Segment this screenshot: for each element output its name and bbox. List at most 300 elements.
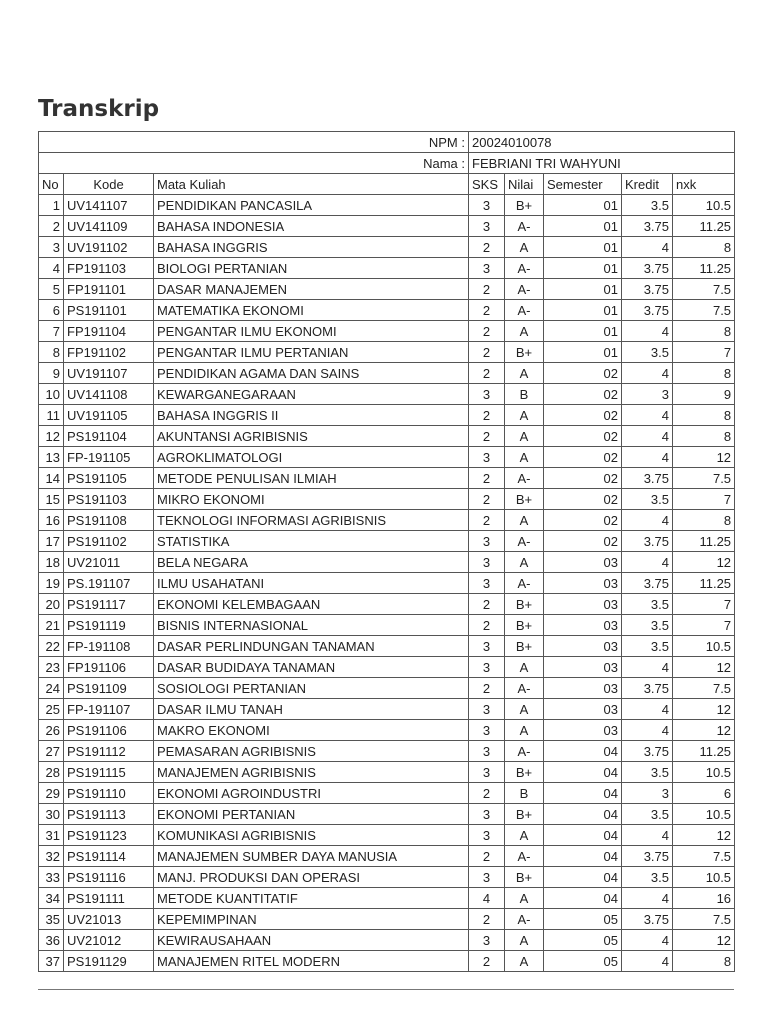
- course-mata-kuliah: PEMASARAN AGRIBISNIS: [154, 741, 469, 762]
- course-semester: 03: [544, 699, 622, 720]
- course-nilai: B+: [505, 867, 544, 888]
- course-kode: PS191129: [64, 951, 154, 972]
- column-header-kode: Kode: [64, 174, 154, 195]
- course-kode: UV141109: [64, 216, 154, 237]
- column-header-sks: SKS: [469, 174, 505, 195]
- course-kredit: 3.75: [622, 573, 673, 594]
- course-kode: PS191103: [64, 489, 154, 510]
- npm-label: NPM :: [39, 132, 469, 153]
- course-kode: UV191105: [64, 405, 154, 426]
- course-kredit: 3.5: [622, 762, 673, 783]
- table-row: [39, 636, 735, 657]
- course-no: 22: [39, 636, 64, 657]
- course-nilai: A-: [505, 909, 544, 930]
- course-kode: FP191106: [64, 657, 154, 678]
- course-semester: 02: [544, 447, 622, 468]
- course-kode: PS191114: [64, 846, 154, 867]
- page-title: Transkrip: [38, 96, 160, 122]
- course-kode: FP-191107: [64, 699, 154, 720]
- course-mata-kuliah: MANAJEMEN AGRIBISNIS: [154, 762, 469, 783]
- table-row: [39, 300, 735, 321]
- course-sks: 2: [469, 510, 505, 531]
- course-kredit: 3.5: [622, 867, 673, 888]
- course-nilai: A: [505, 363, 544, 384]
- course-no: 20: [39, 594, 64, 615]
- course-sks: 3: [469, 447, 505, 468]
- course-mata-kuliah: BISNIS INTERNASIONAL: [154, 615, 469, 636]
- course-nilai: B+: [505, 762, 544, 783]
- course-mata-kuliah: MAKRO EKONOMI: [154, 720, 469, 741]
- course-nilai: A: [505, 951, 544, 972]
- table-row: [39, 426, 735, 447]
- course-semester: 01: [544, 342, 622, 363]
- course-kredit: 4: [622, 930, 673, 951]
- course-kode: FP-191105: [64, 447, 154, 468]
- table-row: [39, 678, 735, 699]
- course-kode: PS191111: [64, 888, 154, 909]
- course-nilai: B+: [505, 594, 544, 615]
- table-row: [39, 510, 735, 531]
- bottom-divider: [38, 989, 734, 990]
- course-semester: 01: [544, 216, 622, 237]
- course-nilai: A-: [505, 468, 544, 489]
- course-nxk: 7.5: [673, 678, 735, 699]
- course-kredit: 3.5: [622, 804, 673, 825]
- course-no: 14: [39, 468, 64, 489]
- table-row: [39, 888, 735, 909]
- course-semester: 03: [544, 678, 622, 699]
- course-kredit: 3.5: [622, 195, 673, 216]
- course-semester: 02: [544, 489, 622, 510]
- course-sks: 3: [469, 657, 505, 678]
- course-nxk: 11.25: [673, 531, 735, 552]
- course-nilai: A-: [505, 741, 544, 762]
- table-row: [39, 762, 735, 783]
- course-nilai: A: [505, 720, 544, 741]
- course-no: 6: [39, 300, 64, 321]
- course-mata-kuliah: PENGANTAR ILMU EKONOMI: [154, 321, 469, 342]
- course-kredit: 4: [622, 657, 673, 678]
- course-nxk: 12: [673, 552, 735, 573]
- course-mata-kuliah: BAHASA INGGRIS: [154, 237, 469, 258]
- course-kode: PS191117: [64, 594, 154, 615]
- course-semester: 04: [544, 741, 622, 762]
- course-kredit: 3.75: [622, 258, 673, 279]
- course-kode: UV141107: [64, 195, 154, 216]
- course-kode: UV191102: [64, 237, 154, 258]
- course-kredit: 3.5: [622, 615, 673, 636]
- course-kredit: 3.75: [622, 678, 673, 699]
- course-semester: 03: [544, 657, 622, 678]
- course-nilai: B+: [505, 615, 544, 636]
- course-no: 23: [39, 657, 64, 678]
- course-nxk: 8: [673, 426, 735, 447]
- course-kode: UV141108: [64, 384, 154, 405]
- course-mata-kuliah: SOSIOLOGI PERTANIAN: [154, 678, 469, 699]
- course-kredit: 4: [622, 363, 673, 384]
- course-semester: 02: [544, 426, 622, 447]
- course-kode: PS191119: [64, 615, 154, 636]
- course-mata-kuliah: KOMUNIKASI AGRIBISNIS: [154, 825, 469, 846]
- course-kredit: 4: [622, 510, 673, 531]
- course-nxk: 7: [673, 489, 735, 510]
- course-mata-kuliah: MANAJEMEN SUMBER DAYA MANUSIA: [154, 846, 469, 867]
- course-sks: 2: [469, 300, 505, 321]
- course-kredit: 3.75: [622, 300, 673, 321]
- table-row: [39, 741, 735, 762]
- course-kredit: 4: [622, 825, 673, 846]
- column-header-kredit: Kredit: [622, 174, 673, 195]
- course-nilai: A: [505, 825, 544, 846]
- course-mata-kuliah: BELA NEGARA: [154, 552, 469, 573]
- course-mata-kuliah: KEPEMIMPINAN: [154, 909, 469, 930]
- column-header-semester: Semester: [544, 174, 622, 195]
- npm-value: 20024010078: [469, 132, 735, 153]
- course-nxk: 11.25: [673, 258, 735, 279]
- course-semester: 03: [544, 636, 622, 657]
- course-semester: 04: [544, 846, 622, 867]
- npm-row: [39, 132, 735, 153]
- course-kode: PS191116: [64, 867, 154, 888]
- course-mata-kuliah: BAHASA INDONESIA: [154, 216, 469, 237]
- table-row: [39, 447, 735, 468]
- course-nilai: A: [505, 237, 544, 258]
- course-kredit: 3.75: [622, 216, 673, 237]
- course-nxk: 10.5: [673, 804, 735, 825]
- course-no: 2: [39, 216, 64, 237]
- course-sks: 3: [469, 636, 505, 657]
- course-mata-kuliah: PENDIDIKAN AGAMA DAN SAINS: [154, 363, 469, 384]
- course-semester: 04: [544, 888, 622, 909]
- course-kredit: 3: [622, 783, 673, 804]
- table-row: [39, 258, 735, 279]
- table-row: [39, 384, 735, 405]
- course-kode: FP-191108: [64, 636, 154, 657]
- course-nxk: 8: [673, 321, 735, 342]
- course-semester: 01: [544, 300, 622, 321]
- course-no: 10: [39, 384, 64, 405]
- course-nxk: 7.5: [673, 279, 735, 300]
- course-kode: PS191105: [64, 468, 154, 489]
- course-sks: 2: [469, 783, 505, 804]
- table-row: [39, 216, 735, 237]
- course-kredit: 3.75: [622, 846, 673, 867]
- course-sks: 3: [469, 930, 505, 951]
- course-semester: 04: [544, 762, 622, 783]
- course-nilai: B+: [505, 636, 544, 657]
- course-nilai: A: [505, 405, 544, 426]
- course-sks: 2: [469, 846, 505, 867]
- column-header-row: [39, 174, 735, 195]
- course-sks: 3: [469, 825, 505, 846]
- course-no: 26: [39, 720, 64, 741]
- table-row: [39, 615, 735, 636]
- course-mata-kuliah: METODE KUANTITATIF: [154, 888, 469, 909]
- course-mata-kuliah: DASAR MANAJEMEN: [154, 279, 469, 300]
- course-kredit: 3.5: [622, 342, 673, 363]
- course-nxk: 12: [673, 930, 735, 951]
- table-row: [39, 951, 735, 972]
- course-mata-kuliah: BAHASA INGGRIS II: [154, 405, 469, 426]
- course-nxk: 10.5: [673, 636, 735, 657]
- course-kode: UV21013: [64, 909, 154, 930]
- course-nilai: A-: [505, 531, 544, 552]
- table-row: [39, 489, 735, 510]
- course-kredit: 3.5: [622, 594, 673, 615]
- column-header-no: No: [39, 174, 64, 195]
- course-kredit: 4: [622, 699, 673, 720]
- course-nxk: 9: [673, 384, 735, 405]
- course-no: 7: [39, 321, 64, 342]
- course-nilai: A-: [505, 216, 544, 237]
- table-row: [39, 657, 735, 678]
- course-kredit: 3.75: [622, 909, 673, 930]
- course-kode: FP191103: [64, 258, 154, 279]
- course-sks: 4: [469, 888, 505, 909]
- course-no: 4: [39, 258, 64, 279]
- course-kode: PS191123: [64, 825, 154, 846]
- course-no: 9: [39, 363, 64, 384]
- course-mata-kuliah: DASAR ILMU TANAH: [154, 699, 469, 720]
- course-nxk: 7.5: [673, 468, 735, 489]
- course-no: 30: [39, 804, 64, 825]
- course-semester: 01: [544, 195, 622, 216]
- course-sks: 3: [469, 720, 505, 741]
- course-sks: 3: [469, 531, 505, 552]
- transcript-table: [38, 131, 735, 972]
- course-no: 16: [39, 510, 64, 531]
- course-semester: 03: [544, 552, 622, 573]
- course-no: 15: [39, 489, 64, 510]
- course-sks: 2: [469, 615, 505, 636]
- table-row: [39, 867, 735, 888]
- table-row: [39, 405, 735, 426]
- course-semester: 04: [544, 825, 622, 846]
- course-nilai: A: [505, 447, 544, 468]
- table-row: [39, 552, 735, 573]
- course-sks: 3: [469, 384, 505, 405]
- course-kode: PS.191107: [64, 573, 154, 594]
- course-nilai: A-: [505, 258, 544, 279]
- course-kode: PS191112: [64, 741, 154, 762]
- course-no: 31: [39, 825, 64, 846]
- course-nxk: 7: [673, 594, 735, 615]
- course-semester: 04: [544, 867, 622, 888]
- course-kode: PS191109: [64, 678, 154, 699]
- course-no: 17: [39, 531, 64, 552]
- table-row: [39, 468, 735, 489]
- course-no: 12: [39, 426, 64, 447]
- course-kredit: 3.5: [622, 489, 673, 510]
- course-nilai: A: [505, 930, 544, 951]
- table-row: [39, 846, 735, 867]
- course-sks: 2: [469, 678, 505, 699]
- course-kredit: 3.75: [622, 741, 673, 762]
- course-kredit: 3.75: [622, 468, 673, 489]
- course-semester: 01: [544, 279, 622, 300]
- course-no: 5: [39, 279, 64, 300]
- course-no: 8: [39, 342, 64, 363]
- course-kredit: 4: [622, 426, 673, 447]
- course-nxk: 8: [673, 951, 735, 972]
- table-row: [39, 930, 735, 951]
- table-row: [39, 237, 735, 258]
- course-nxk: 11.25: [673, 573, 735, 594]
- course-kredit: 3: [622, 384, 673, 405]
- course-nilai: B+: [505, 195, 544, 216]
- course-no: 19: [39, 573, 64, 594]
- course-sks: 2: [469, 321, 505, 342]
- course-sks: 2: [469, 237, 505, 258]
- course-kode: PS191110: [64, 783, 154, 804]
- course-nilai: A: [505, 657, 544, 678]
- course-sks: 3: [469, 195, 505, 216]
- nama-label: Nama :: [39, 153, 469, 174]
- course-nxk: 12: [673, 720, 735, 741]
- course-nilai: B+: [505, 342, 544, 363]
- course-mata-kuliah: KEWIRAUSAHAAN: [154, 930, 469, 951]
- course-mata-kuliah: ILMU USAHATANI: [154, 573, 469, 594]
- table-row: [39, 321, 735, 342]
- course-no: 27: [39, 741, 64, 762]
- course-no: 24: [39, 678, 64, 699]
- course-nxk: 12: [673, 447, 735, 468]
- course-semester: 05: [544, 930, 622, 951]
- course-nxk: 7: [673, 615, 735, 636]
- course-kode: PS191115: [64, 762, 154, 783]
- course-nilai: A: [505, 552, 544, 573]
- table-row: [39, 594, 735, 615]
- course-nilai: B: [505, 384, 544, 405]
- course-sks: 3: [469, 741, 505, 762]
- course-nilai: A-: [505, 573, 544, 594]
- course-sks: 3: [469, 552, 505, 573]
- course-mata-kuliah: MANAJEMEN RITEL MODERN: [154, 951, 469, 972]
- course-no: 32: [39, 846, 64, 867]
- course-mata-kuliah: EKONOMI KELEMBAGAAN: [154, 594, 469, 615]
- course-nxk: 7.5: [673, 846, 735, 867]
- table-row: [39, 195, 735, 216]
- course-no: 3: [39, 237, 64, 258]
- course-no: 11: [39, 405, 64, 426]
- column-header-nilai: Nilai: [505, 174, 544, 195]
- course-mata-kuliah: PENGANTAR ILMU PERTANIAN: [154, 342, 469, 363]
- course-semester: 05: [544, 951, 622, 972]
- course-nilai: A-: [505, 279, 544, 300]
- column-header-mata-kuliah: Mata Kuliah: [154, 174, 469, 195]
- course-nilai: A: [505, 321, 544, 342]
- course-kode: FP191104: [64, 321, 154, 342]
- course-semester: 01: [544, 237, 622, 258]
- course-semester: 03: [544, 573, 622, 594]
- course-no: 1: [39, 195, 64, 216]
- course-nilai: B: [505, 783, 544, 804]
- course-mata-kuliah: EKONOMI PERTANIAN: [154, 804, 469, 825]
- course-sks: 2: [469, 468, 505, 489]
- course-sks: 3: [469, 258, 505, 279]
- course-nilai: A: [505, 888, 544, 909]
- course-kredit: 4: [622, 552, 673, 573]
- course-nilai: A: [505, 699, 544, 720]
- table-row: [39, 342, 735, 363]
- course-kode: PS191104: [64, 426, 154, 447]
- course-kode: PS191108: [64, 510, 154, 531]
- course-mata-kuliah: MIKRO EKONOMI: [154, 489, 469, 510]
- course-semester: 02: [544, 363, 622, 384]
- course-nxk: 7.5: [673, 909, 735, 930]
- course-semester: 02: [544, 405, 622, 426]
- course-nilai: A: [505, 426, 544, 447]
- course-nilai: A-: [505, 300, 544, 321]
- course-semester: 04: [544, 783, 622, 804]
- course-kode: UV21011: [64, 552, 154, 573]
- course-sks: 2: [469, 951, 505, 972]
- course-nilai: A-: [505, 678, 544, 699]
- course-kredit: 4: [622, 405, 673, 426]
- table-row: [39, 699, 735, 720]
- course-sks: 2: [469, 363, 505, 384]
- course-mata-kuliah: MATEMATIKA EKONOMI: [154, 300, 469, 321]
- course-mata-kuliah: KEWARGANEGARAAN: [154, 384, 469, 405]
- course-semester: 04: [544, 804, 622, 825]
- course-no: 35: [39, 909, 64, 930]
- course-kredit: 3.75: [622, 531, 673, 552]
- course-nilai: A-: [505, 846, 544, 867]
- course-mata-kuliah: PENDIDIKAN PANCASILA: [154, 195, 469, 216]
- course-kredit: 3.5: [622, 636, 673, 657]
- course-sks: 3: [469, 699, 505, 720]
- course-mata-kuliah: EKONOMI AGROINDUSTRI: [154, 783, 469, 804]
- course-no: 13: [39, 447, 64, 468]
- course-nxk: 10.5: [673, 867, 735, 888]
- course-kredit: 4: [622, 720, 673, 741]
- course-nilai: B+: [505, 489, 544, 510]
- course-kredit: 4: [622, 447, 673, 468]
- course-sks: 2: [469, 342, 505, 363]
- table-row: [39, 531, 735, 552]
- nama-value: FEBRIANI TRI WAHYUNI: [469, 153, 735, 174]
- course-no: 36: [39, 930, 64, 951]
- table-row: [39, 363, 735, 384]
- course-kode: UV191107: [64, 363, 154, 384]
- course-no: 29: [39, 783, 64, 804]
- course-sks: 3: [469, 573, 505, 594]
- course-nxk: 8: [673, 405, 735, 426]
- course-nxk: 12: [673, 825, 735, 846]
- course-nxk: 7.5: [673, 300, 735, 321]
- course-nxk: 11.25: [673, 741, 735, 762]
- course-semester: 02: [544, 384, 622, 405]
- course-kode: UV21012: [64, 930, 154, 951]
- course-sks: 2: [469, 489, 505, 510]
- course-semester: 03: [544, 615, 622, 636]
- course-sks: 2: [469, 594, 505, 615]
- course-sks: 3: [469, 867, 505, 888]
- course-semester: 01: [544, 258, 622, 279]
- course-semester: 02: [544, 531, 622, 552]
- course-kode: PS191101: [64, 300, 154, 321]
- table-row: [39, 720, 735, 741]
- course-kredit: 4: [622, 951, 673, 972]
- table-row: [39, 804, 735, 825]
- course-nxk: 8: [673, 363, 735, 384]
- course-no: 34: [39, 888, 64, 909]
- course-kredit: 4: [622, 237, 673, 258]
- course-mata-kuliah: STATISTIKA: [154, 531, 469, 552]
- course-kode: FP191101: [64, 279, 154, 300]
- course-nxk: 12: [673, 699, 735, 720]
- course-sks: 2: [469, 909, 505, 930]
